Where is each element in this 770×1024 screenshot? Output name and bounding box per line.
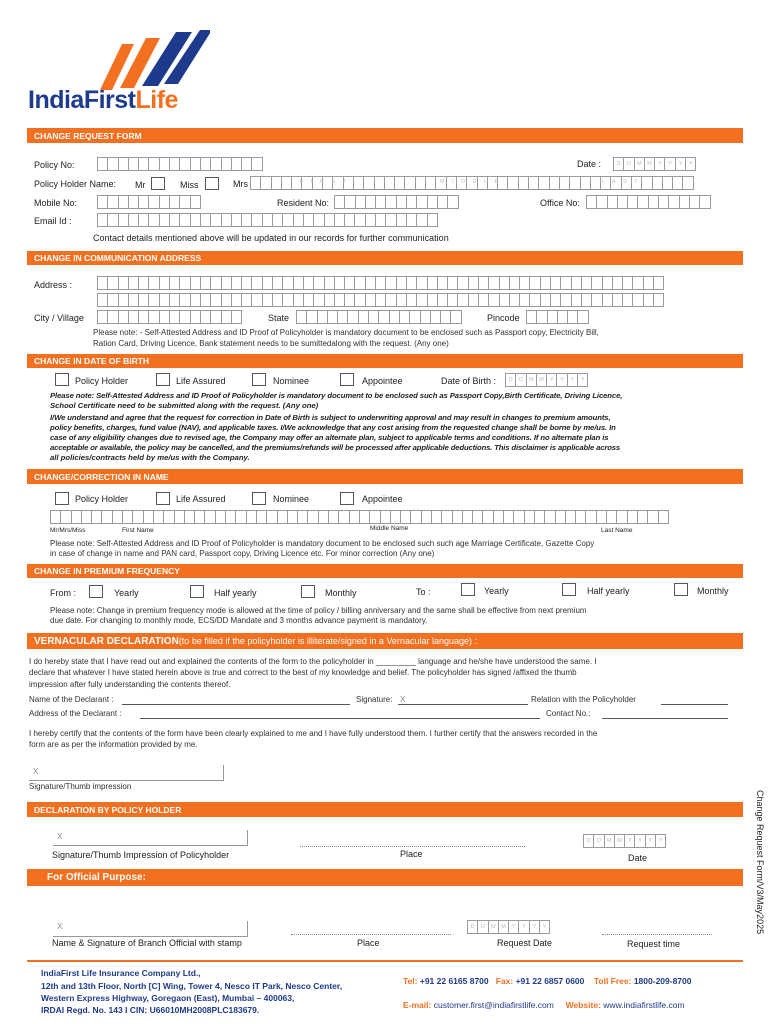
miss-label: Miss [180, 180, 199, 190]
vernacular-para-1: I do hereby state that I have read out and explained the contents of the form to the policyholder in _________ language and he/she have understood the same. I [29, 657, 597, 666]
miss-checkbox[interactable] [205, 177, 219, 190]
from-monthly-checkbox[interactable] [301, 585, 315, 598]
dob-nominee-label: Nominee [273, 376, 310, 386]
date-field[interactable] [613, 157, 695, 171]
section-header-address: CHANGE IN COMMUNICATION ADDRESS [27, 251, 743, 265]
dob-note-1: Please note: Self-Attested Address and ID Proof of Policyholder is mandatory document to be enclosed such as Passport Copy,Birth Certificate, Driving Licence, [50, 391, 623, 400]
vernacular-signature-box[interactable] [29, 765, 224, 781]
mr-checkbox[interactable] [151, 177, 165, 190]
footer-address-3: IRDAI Regd. No. 143 I CIN: U66010MH2008PLC183679. [41, 1005, 260, 1015]
section-header-vernacular [27, 633, 743, 649]
mr-label: Mr [135, 180, 146, 190]
middle-name-label: Middle Name [370, 525, 409, 532]
char-box[interactable] [682, 176, 693, 190]
address-note-1: Please note: - Self-Attested Address and ID Proof of Policyholder is mandatory document to be enclosed such as Passport copy, Electricity Bill, [93, 328, 599, 337]
dob-life-assured-checkbox[interactable] [156, 373, 170, 386]
dob-note-2: School Certificate need to be submitted along with the request. (Any one) [50, 401, 319, 410]
footer-email-label: E-mail: [403, 1000, 432, 1010]
name-life-assured-label: Life Assured [176, 494, 226, 504]
address-note-2: Ration Card, Driving Licence, Bank statement needs to be sumittedalong with the request. (Any one) [93, 339, 449, 348]
char-box[interactable] [653, 276, 664, 290]
char-box[interactable]: D [467, 920, 478, 934]
from-yearly-checkbox[interactable] [89, 585, 103, 598]
name-nominee-label: Nominee [273, 494, 310, 504]
certify-para-1: I hereby certify that the contents of the form have been clearly explained to me and I have fully understood them. I further certify that the answers recorded in the [29, 729, 598, 738]
char-box[interactable]: M [526, 373, 537, 387]
name-life-assured-checkbox[interactable] [156, 492, 170, 505]
dob-disclaimer-1: I/We understand and agree that the request for correction in Date of Birth is subject to underwriting approval and may result in changes to premium amounts, [50, 413, 611, 422]
footer-toll[interactable]: 1800-209-8700 [633, 976, 692, 986]
official-signature-x: X [57, 922, 63, 931]
form-version-text: Change Request Form/V3/May2025 [755, 790, 765, 935]
new-name-field[interactable] [50, 510, 668, 524]
dob-life-assured-label: Life Assured [176, 376, 226, 386]
name-nominee-checkbox[interactable] [252, 492, 266, 505]
section-header-name: CHANGE/CORRECTION IN NAME [27, 469, 743, 484]
char-box[interactable]: Y [567, 373, 578, 387]
char-box[interactable] [190, 195, 201, 209]
char-box[interactable]: M [536, 373, 547, 387]
declarant-address-line[interactable] [140, 718, 540, 719]
char-box[interactable]: Y [675, 157, 686, 171]
name-policy-holder-checkbox[interactable] [55, 492, 69, 505]
declarant-contact-line[interactable] [602, 718, 728, 719]
resident-label: Resident No: [277, 198, 330, 208]
logo [28, 30, 228, 115]
last-name-label: Last Name [601, 527, 633, 534]
char-box[interactable]: D [623, 157, 634, 171]
char-box[interactable] [447, 195, 458, 209]
declarant-signature-x: X [400, 695, 406, 704]
office-field[interactable] [586, 195, 710, 209]
footer-address-1: 12th and 13th Floor, North [C] Wing, Tower 4, Nesco IT Park, Nesco Center, [41, 981, 343, 991]
footer-tel[interactable]: +91 22 6165 8700 [419, 976, 489, 986]
footer-fax[interactable]: +91 22 6857 0600 [515, 976, 585, 986]
declarant-contact-label: Contact No.: [546, 709, 591, 718]
footer-contacts [403, 976, 692, 986]
from-label: From : [50, 588, 76, 598]
declarant-address-label: Address of the Declarant : [29, 709, 122, 718]
dob-label: Date of Birth : [441, 376, 497, 386]
section-header-premium: CHANGE IN PREMIUM FREQUENCY [27, 564, 743, 578]
policyholder-signature-box[interactable] [53, 830, 248, 846]
char-box[interactable]: Y [645, 834, 656, 848]
to-half-label: Half yearly [587, 586, 630, 596]
to-label: To : [416, 587, 431, 597]
char-box[interactable]: D [583, 834, 594, 848]
relation-line[interactable] [661, 704, 728, 705]
from-half-label: Half yearly [214, 588, 257, 598]
name-appointee-checkbox[interactable] [340, 492, 354, 505]
mobile-label: Mobile No: [34, 198, 78, 208]
policy-holder-name-label: Policy Holder Name: [34, 179, 117, 189]
char-box[interactable]: M [488, 920, 499, 934]
relation-label: Relation with the Policyholder [531, 695, 636, 704]
middle-placeholder: M I D D L E [440, 179, 499, 185]
char-box[interactable]: Y [546, 373, 557, 387]
address-label: Address : [34, 280, 73, 290]
footer-web [403, 1000, 685, 1010]
char-box[interactable]: Y [685, 157, 696, 171]
vernacular-signature-label: Signature/Thumb impression [29, 782, 132, 791]
name-note-1: Please note: Self-Attested Address and ID Proof of Policyholder is mandatory document to be enclosed such such age Marriage Certificate, Gazette Copy [50, 539, 595, 548]
from-half-checkbox[interactable] [190, 585, 204, 598]
declarant-name-line[interactable] [122, 704, 350, 705]
resident-field[interactable] [334, 195, 458, 209]
char-box[interactable]: Y [634, 834, 645, 848]
vernacular-para-3: impression after fully understanding the contents thereof. [29, 680, 231, 689]
contact-note: Contact details mentioned above will be updated in our records for further communication [93, 233, 449, 243]
mobile-field[interactable] [97, 195, 200, 209]
mrs-label: Mrs [233, 179, 248, 189]
footer-toll-label: Toll Free: [593, 976, 632, 986]
city-label: City / Village [34, 313, 84, 323]
request-date-label: Request Date [497, 938, 553, 948]
policyholder-signature-label: Signature/Thumb Impression of Policyholder [52, 850, 230, 860]
to-half-checkbox[interactable] [562, 583, 576, 596]
from-monthly-label: Monthly [325, 588, 357, 598]
footer-website-label: Website: [565, 1000, 601, 1010]
dob-disclaimer-2: policy benefits, charges, fund value (NAV), and applicable taxes. I/We acknowledge that any cost arising from the requested change shall be borne by me/us. In [50, 423, 616, 432]
char-box[interactable] [450, 310, 461, 324]
dob-appointee-checkbox[interactable] [340, 373, 354, 386]
office-label: Office No: [540, 198, 580, 208]
footer-tel-label: Tel: [403, 976, 418, 986]
char-box[interactable]: D [477, 920, 488, 934]
char-box[interactable]: D [505, 373, 516, 387]
footer-address-2: Western Express Highway, Goregaon (East), Mumbai – 400063, [41, 993, 295, 1003]
official-place-line[interactable] [291, 934, 451, 935]
request-time-label: Request time [627, 939, 681, 949]
char-box[interactable] [653, 293, 664, 307]
char-box[interactable]: Y [508, 920, 519, 934]
dob-policy-holder-checkbox[interactable] [55, 373, 69, 386]
logo-text-primary: IndiaFirst [28, 86, 136, 114]
declaration-date-label: Date [628, 853, 648, 863]
footer-fax-label: Fax: [495, 976, 514, 986]
char-box[interactable]: Y [664, 157, 675, 171]
char-box[interactable]: M [644, 157, 655, 171]
char-box[interactable]: D [613, 157, 624, 171]
char-box[interactable] [427, 213, 438, 227]
official-signature-label: Name & Signature of Branch Official with stamp [52, 938, 242, 948]
request-time-line[interactable] [602, 934, 712, 935]
char-box[interactable]: M [614, 834, 625, 848]
date-label: Date : [577, 159, 602, 169]
dob-field[interactable] [505, 373, 587, 387]
footer-company: IndiaFirst Life Insurance Company Ltd., [41, 968, 201, 978]
pincode-label: Pincode [487, 313, 520, 323]
char-box[interactable]: Y [529, 920, 540, 934]
char-box[interactable]: D [515, 373, 526, 387]
char-box[interactable]: Y [624, 834, 635, 848]
declarant-signature-label: Signature: [356, 695, 393, 704]
pincode-field[interactable] [526, 310, 588, 324]
dob-disclaimer-3: case of any eligibility changes due to revised age, the Company may offer an alternate plan, subject to applicable terms and conditions. If no alternate plan is [50, 433, 609, 442]
to-yearly-checkbox[interactable] [461, 583, 475, 596]
char-box[interactable]: D [593, 834, 604, 848]
mr-mrs-label: Mr/Mrs/Miss [50, 527, 86, 534]
char-box[interactable]: M [604, 834, 615, 848]
char-box[interactable]: Y [556, 373, 567, 387]
char-box[interactable]: Y [654, 157, 665, 171]
city-field[interactable] [97, 310, 241, 324]
char-box[interactable] [231, 310, 242, 324]
policy-no-label: Policy No: [34, 160, 75, 170]
name-policy-holder-label: Policy Holder [75, 494, 129, 504]
name-appointee-label: Appointee [362, 494, 403, 504]
from-yearly-label: Yearly [114, 588, 139, 598]
address-line-1[interactable] [97, 276, 663, 290]
char-box[interactable]: Y [518, 920, 529, 934]
vernacular-subtitle: (to be filled if the policyholder is illiterate/signed in a Vernacular language) : [178, 636, 477, 646]
declaration-place-line[interactable] [300, 846, 525, 847]
dob-policy-holder-label: Policy Holder [75, 376, 129, 386]
request-date-field[interactable] [467, 920, 549, 934]
vernacular-title: VERNACULAR DECLARATION [34, 635, 179, 647]
certify-para-2: form are as per the information provided by me. [29, 740, 198, 749]
to-yearly-label: Yearly [484, 586, 509, 596]
to-monthly-checkbox[interactable] [674, 583, 688, 596]
declarant-name-label: Name of the Declarant : [29, 695, 114, 704]
footer-website[interactable]: www.indiafirstlife.com [603, 1000, 685, 1010]
last-placeholder: L A S T [602, 179, 638, 185]
vernacular-signature-x: X [33, 767, 39, 776]
premium-note-1: Please note: Change in premium frequency mode is allowed at the time of policy / billing anniversary and the same shall be effective from next premium [50, 606, 587, 615]
char-box[interactable] [699, 195, 710, 209]
address-line-2[interactable] [97, 293, 663, 307]
state-field[interactable] [296, 310, 461, 324]
section-header-declaration: DECLARATION BY POLICY HOLDER [27, 802, 743, 817]
policy-no-field[interactable] [97, 157, 262, 171]
declaration-date-field[interactable] [583, 834, 665, 848]
state-label: State [268, 313, 290, 323]
char-box[interactable] [251, 157, 262, 171]
logo-swoosh-icon [80, 30, 210, 90]
char-box[interactable]: Y [539, 920, 550, 934]
premium-note-2: due date. For changing to monthly mode, ECS/DD Mandate and 3 months advance payment is mandatory. [50, 616, 428, 625]
char-box[interactable]: M [634, 157, 645, 171]
section-header-change-request: CHANGE REQUEST FORM [27, 128, 743, 143]
vernacular-para-2: declare that whatever I have stated herein above is true and correct to the best of my knowledge and belief. The policyholder has signed /affixed the thumb [29, 668, 577, 677]
dob-disclaimer-4: acceptable or available, the policy may be cancelled, and the premiums/refunds will be processed after applicable deductions. This disclaimer is applicable across [50, 443, 620, 452]
policyholder-signature-x: X [57, 832, 63, 841]
email-field[interactable] [97, 213, 437, 227]
section-header-official: For Official Purpose: [27, 869, 743, 886]
name-note-2: in case of change in name and PAN card, Passport copy, Driving Licence etc. For minor correction (Any one) [50, 549, 435, 558]
char-box[interactable]: M [498, 920, 509, 934]
to-monthly-label: Monthly [697, 586, 729, 596]
char-box[interactable] [658, 510, 669, 524]
logo-text-accent: Life [135, 86, 178, 114]
footer [27, 960, 743, 1020]
char-box[interactable]: Y [577, 373, 588, 387]
declarant-signature-line[interactable] [398, 704, 528, 705]
char-box[interactable]: Y [655, 834, 666, 848]
declaration-place-label: Place [400, 849, 423, 859]
footer-email[interactable]: customer.first@indiafirstlife.com [433, 1000, 554, 1010]
dob-appointee-label: Appointee [362, 376, 403, 386]
section-header-dob: CHANGE IN DATE OF BIRTH [27, 354, 743, 368]
official-place-label: Place [357, 938, 380, 948]
dob-nominee-checkbox[interactable] [252, 373, 266, 386]
email-label: Email Id : [34, 216, 72, 226]
dob-disclaimer-5: all policies/contracts held by me/us with the Company. [50, 453, 250, 462]
char-box[interactable] [577, 310, 588, 324]
first-placeholder: F I R S T [300, 179, 346, 185]
first-name-label: First Name [122, 527, 154, 534]
official-signature-box[interactable] [53, 921, 248, 937]
